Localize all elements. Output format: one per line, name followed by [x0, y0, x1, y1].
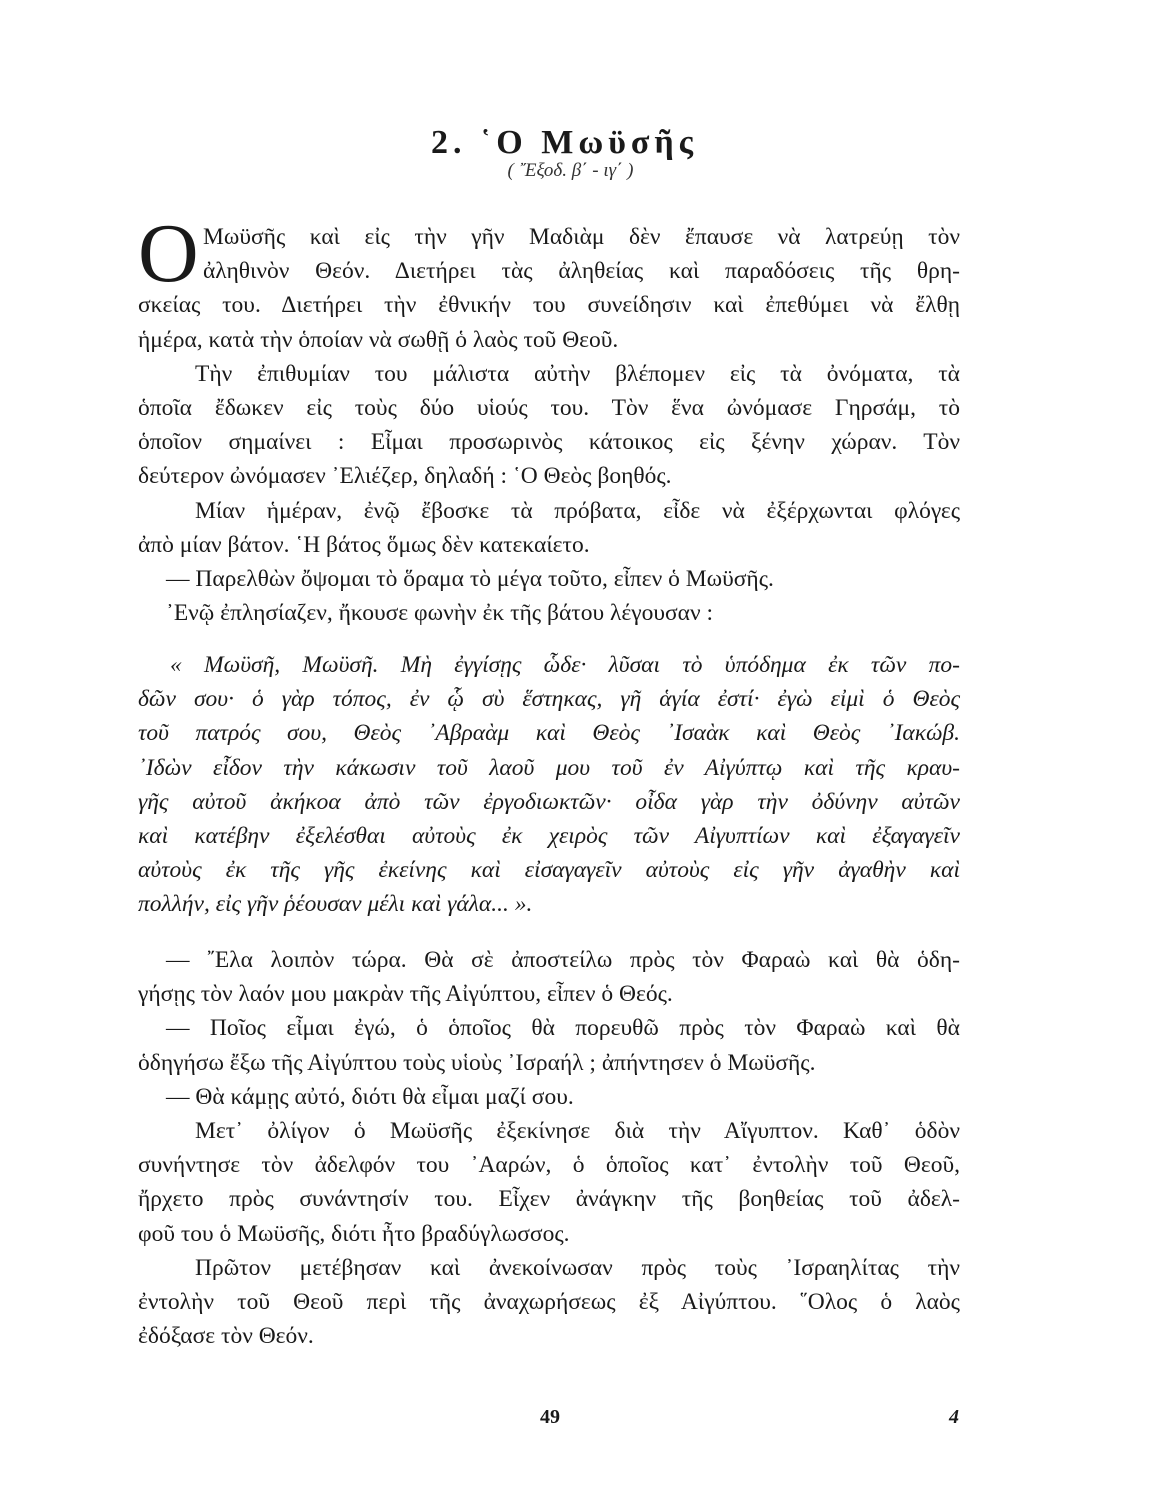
text-line: — Παρελθὼν ὄψομαι τὸ ὅραμα τὸ μέγα τοῦτο, εἶπεν ὁ Μωϋσῆς. — [166, 565, 774, 592]
paragraph — [138, 207, 960, 357]
paragraph — [138, 1011, 960, 1079]
text-line: Μίαν ἡμέραν, ἐνῷ ἔβοσκε τὰ πρόβατα, εἶδε νὰ ἐξέρχωνται φλόγες — [195, 497, 960, 524]
text-line: γῆς αὐτοῦ ἀκήκοα ἀπὸ τῶν ἐργοδιωκτῶν· οἶδα γὰρ τὴν ὀδύνην αὐτῶν — [138, 788, 960, 815]
text-line: — Θὰ κάμῃς αὐτό, διότι θὰ εἶμαι μαζί σου. — [166, 1083, 574, 1110]
text-line: ἐντολὴν τοῦ Θεοῦ περὶ τῆς ἀναχωρήσεως ἐξ Αἰγύπτου. ῞Ολος ὁ λαὸς — [138, 1288, 960, 1315]
text-line: ἐδόξασε τὸν Θεόν. — [138, 1323, 314, 1350]
text-line: γήσῃς τὸν λαόν μου μακρὰν τῆς Αἰγύπτου, εἶπεν ὁ Θεός. — [138, 981, 673, 1008]
text-line: Μετ᾿ ὀλίγον ὁ Μωϋσῆς ἐξεκίνησε διὰ τὴν Αἴγυπτον. Καθ᾿ ὁδὸν — [195, 1117, 960, 1144]
page-number: 49 — [540, 1406, 560, 1428]
paragraph — [138, 943, 960, 1011]
text-line: « Μωϋσῆ, Μωϋσῆ. Μὴ ἐγγίσῃς ὧδε· λῦσαι τὸ ὑπόδημα ἐκ τῶν πο- — [170, 652, 960, 678]
text-section-quote — [138, 648, 960, 922]
text-line: πολλήν, εἰς γῆν ῥέουσαν μέλι καὶ γάλα... ». — [138, 891, 533, 918]
paragraph — [138, 1114, 960, 1251]
paragraph — [138, 357, 960, 494]
text-line: Τὴν ἐπιθυμίαν του μάλιστα αὐτὴν βλέπομεν εἰς τὰ ὀνόματα, τὰ — [195, 360, 960, 387]
text-line: ἀπὸ μίαν βάτον. ῾Η βάτος ὅμως δὲν κατεκαίετο. — [138, 531, 590, 558]
text-line: ὁποῖον σημαίνει : Εἶμαι προσωρινὸς κάτοικος εἰς ξένην χώραν. Τὸν — [138, 429, 960, 456]
text-line: — ῎Ελα λοιπὸν τώρα. Θὰ σὲ ἀποστείλω πρὸς τὸν Φαραὼ καὶ θὰ ὁδη- — [166, 947, 960, 973]
text-section-narrative — [138, 207, 960, 630]
text-line: ἤρχετο πρὸς συνάντησίν του. Εἶχεν ἀνάγκην τῆς βοηθείας τοῦ ἀδελ- — [138, 1186, 960, 1213]
paragraph — [138, 1251, 960, 1354]
text-line: — Ποῖος εἶμαι ἐγώ, ὁ ὁποῖος θὰ πορευθῶ πρὸς τὸν Φαραὼ καὶ θὰ — [166, 1015, 960, 1042]
text-line: φοῦ του ὁ Μωϋσῆς, διότι ἦτο βραδύγλωσσος. — [138, 1220, 570, 1247]
text-line: ᾿Ενῷ ἐπλησίαζεν, ἤκουσε φωνὴν ἐκ τῆς βάτου λέγουσαν : — [166, 600, 714, 627]
text-line: ἡμέρα, κατὰ τὴν ὁποίαν νὰ σωθῇ ὁ λαὸς τοῦ Θεοῦ. — [138, 326, 619, 353]
paragraph — [138, 596, 960, 630]
paragraph — [138, 562, 960, 596]
printer-signature-mark: 4 — [949, 1406, 959, 1428]
scripture-reference: ( ῎Εξοδ. β΄ - ιγ΄ ) — [507, 160, 634, 181]
text-line: ὁδηγήσω ἔξω τῆς Αἰγύπτου τοὺς υἱοὺς ᾿Ισραήλ ; ἀπήντησεν ὁ Μωϋσῆς. — [138, 1049, 816, 1076]
paragraph — [138, 494, 960, 562]
paragraph — [138, 1080, 960, 1114]
text-line: ὁποῖα ἔδωκεν εἰς τοὺς δύο υἱούς του. Τὸν ἕνα ὠνόμασε Γηρσάμ, τὸ — [138, 394, 960, 421]
text-line: αὐτοὺς ἐκ τῆς γῆς ἐκείνης καὶ εἰσαγαγεῖν αὐτοὺς εἰς γῆν ἀγαθὴν καὶ — [138, 857, 960, 884]
text-line: δῶν σου· ὁ γὰρ τόπος, ἐν ᾧ σὺ ἕστηκας, γῆ ἁγία ἐστί· ἐγὼ εἰμὶ ὁ Θεὸς — [138, 686, 960, 713]
chapter-title: 2. ῾Ο Μωϋσῆς — [430, 124, 698, 161]
text-line: καὶ κατέβην ἐξελέσθαι αὐτοὺς ἐκ χειρὸς τῶν Αἰγυπτίων καὶ ἐξαγαγεῖν — [138, 822, 960, 849]
text-line: συνήντησε τὸν ἀδελφόν του ᾿Ααρών, ὁ ὁποῖος κατ᾿ ἐντολὴν τοῦ Θεοῦ, — [138, 1152, 960, 1179]
text-line: ἀληθινὸν Θεόν. Διετήρει τὰς ἀληθείας καὶ παραδόσεις τῆς θρη- — [203, 258, 960, 285]
drop-cap: Ο — [138, 207, 199, 300]
text-line: δεύτερον ὠνόμασεν ᾿Ελιέζερ, δηλαδή : ῾Ο Θεὸς βοηθός. — [138, 463, 672, 490]
text-line: ᾿Ιδὼν εἶδον τὴν κάκωσιν τοῦ λαοῦ μου τοῦ ἐν Αἰγύπτῳ καὶ τῆς κραυ- — [138, 754, 960, 781]
text-line: Μωϋσῆς καὶ εἰς τὴν γῆν Μαδιὰμ δὲν ἔπαυσε νὰ λατρεύῃ τὸν — [203, 224, 960, 250]
text-line: τοῦ πατρός σου, Θεὸς ᾿Αβραὰμ καὶ Θεὸς ᾿Ισαὰκ καὶ Θεὸς ᾿Ιακώβ. — [138, 720, 960, 747]
text-section-dialogue — [138, 943, 960, 1353]
paragraph — [138, 648, 960, 922]
text-line: σκείας του. Διετήρει τὴν ἐθνικήν του συνείδησιν καὶ ἐπεθύμει νὰ ἔλθῃ — [138, 292, 960, 319]
text-line: Πρῶτον μετέβησαν καὶ ἀνεκοίνωσαν πρὸς τοὺς ᾿Ισραηλίτας τὴν — [195, 1254, 960, 1281]
